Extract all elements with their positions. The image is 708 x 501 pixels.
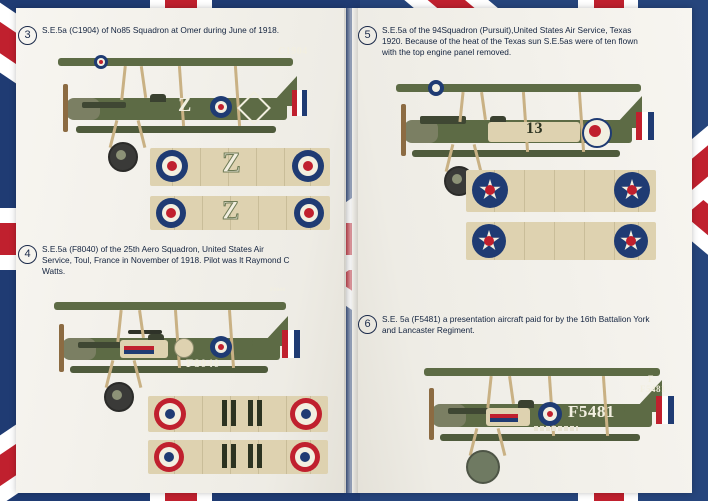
decal-letter-z-lower: Z (222, 196, 240, 225)
aircraft-profile-6 (400, 352, 690, 467)
item-6-number: 6 (358, 315, 377, 334)
aircraft-profile-5 (368, 70, 678, 185)
aircraft-5-number: 13 (526, 120, 543, 137)
item-5-number: 5 (358, 26, 377, 45)
aircraft-profile-3: Z C1904 (30, 50, 330, 160)
decal-letter-z-upper: Z (222, 148, 241, 179)
item-4-caption: S.E.5a (F8040) of the 25th Aero Squadron, United States Air Service, Toul, France in November of 1918. Pilot was lt Raymond C Watts. (42, 244, 290, 277)
aircraft-6-fin-letter: F (648, 374, 654, 384)
item-4-number: 4 (18, 245, 37, 264)
aircraft-6-serial: F5481 (568, 402, 615, 421)
aircraft-4-serial: F8040 (186, 356, 220, 370)
item-3-number: 3 (18, 26, 37, 45)
aircraft-6-tail-serial: F5481 (640, 384, 666, 394)
aircraft-3-serial: C1904 (278, 46, 308, 57)
item-5-caption: S.E.5a of the 94Squadron (Pursuit),United States Air Service, Texas 1920. Because of the heat of the Texas sun S.E.5as were of ten flown with the top engine panel removed. (382, 25, 638, 58)
aircraft-profile-4 (24, 288, 324, 398)
item-3-caption: S.E.5a (C1904) of No85 Squadron at Omer during June of 1918. (42, 25, 280, 35)
item-6-caption: S.E. 5a (F5481) a presentation aircraft paid for by the 16th Battalion York and Lancaster Regiment. (382, 314, 650, 336)
paper-fold (344, 8, 358, 493)
aircraft-4-serial-small: F8040 (270, 288, 286, 293)
